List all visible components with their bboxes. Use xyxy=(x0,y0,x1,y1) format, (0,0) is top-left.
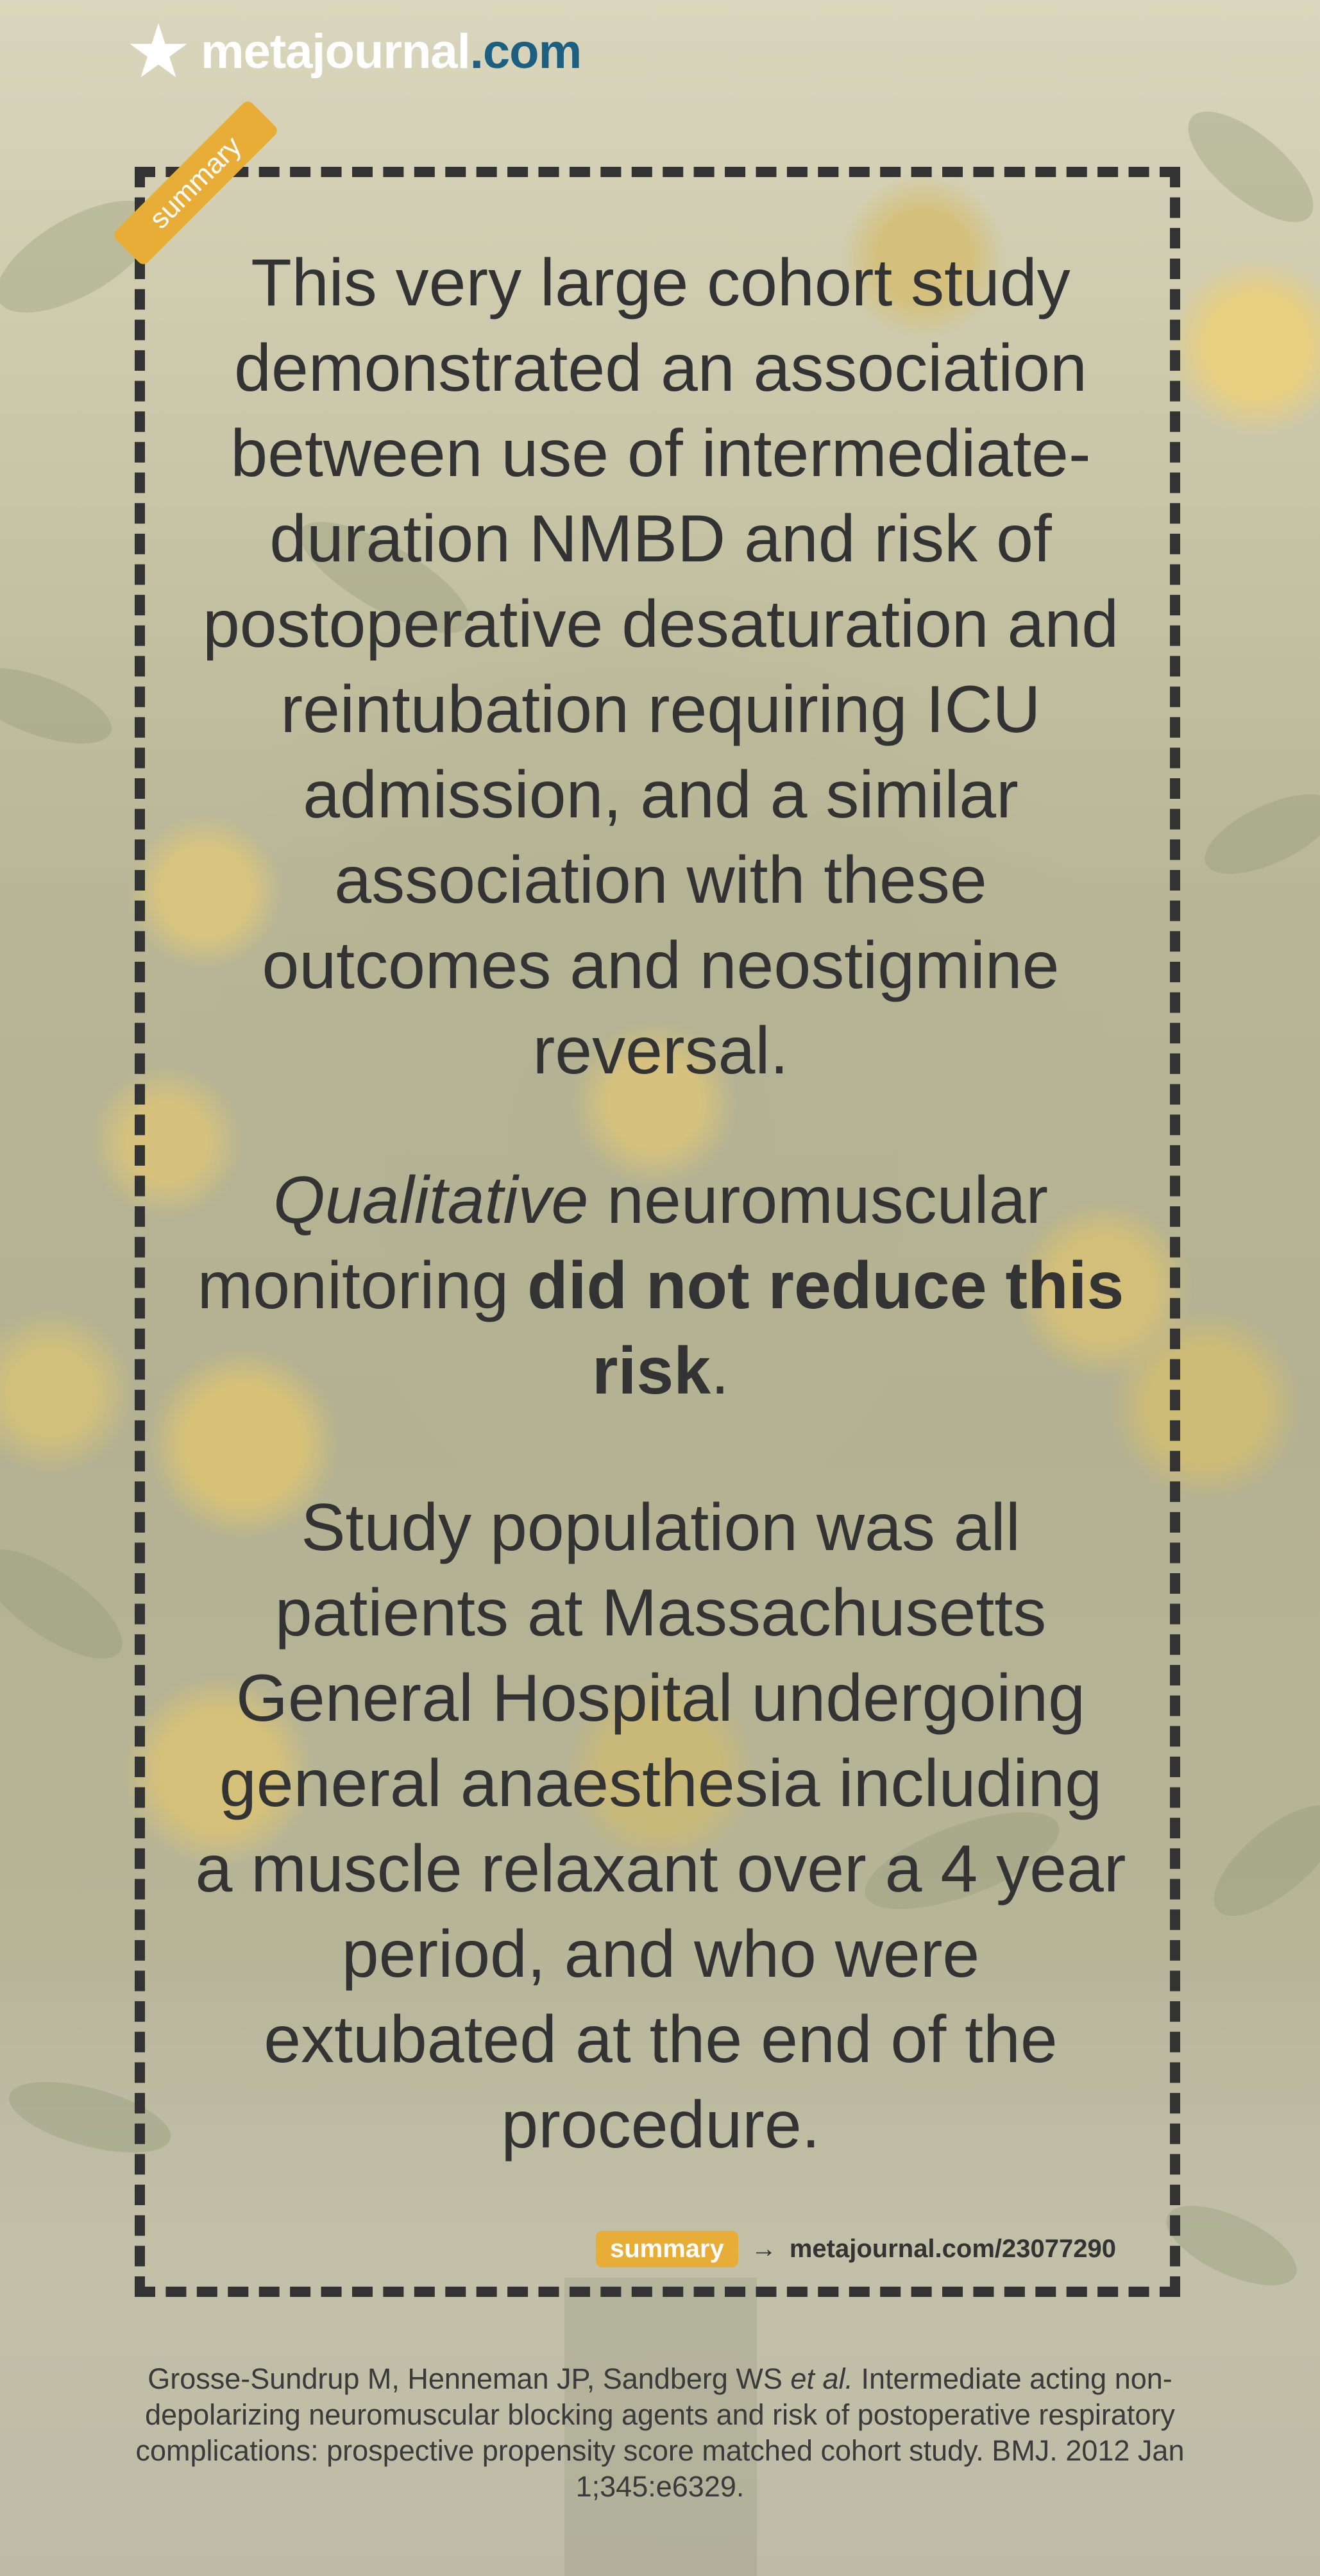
summary-link[interactable] xyxy=(596,2231,1116,2267)
citation-authors: Grosse-Sundrup M, Henneman JP, Sandberg WS xyxy=(148,2362,791,2395)
brand-domain: .com xyxy=(470,24,582,79)
citation xyxy=(83,2361,1237,2505)
summary-paragraph-2 xyxy=(192,1158,1129,1414)
plain-text: neuromuscular monitoring xyxy=(197,1163,1049,1323)
summary-url[interactable]: metajournal.com/23077290 xyxy=(789,2235,1116,2263)
star-icon: ★ xyxy=(125,10,192,93)
citation-details: Intermediate acting non-depolarizing neuromuscular blocking agents and risk of postoperative respiratory complications: prospective propensity score matched cohort study. BMJ. 2012 Jan 1;345:e6329. xyxy=(135,2362,1185,2503)
summary-paragraph-1: This very large cohort study demonstrated an association between use of intermediate-duration NMBD and risk of postoperative desaturation and reintubation requiring ICU admission, and a similar association with these outcomes and neostigmine reversal. xyxy=(202,246,1119,1088)
emphasis-text: did not reduce this risk xyxy=(527,1249,1124,1408)
brand-logo[interactable] xyxy=(125,10,582,93)
citation-etal: et al. xyxy=(790,2362,853,2395)
brand-name: metajournal xyxy=(201,24,470,79)
italic-text: Qualitative xyxy=(273,1163,589,1238)
arrow-icon: → xyxy=(750,2235,777,2263)
summary-pill[interactable]: summary xyxy=(596,2231,738,2267)
summary-ribbon: summary xyxy=(112,99,280,267)
period-text: . xyxy=(711,1334,729,1408)
summary-paragraph-3: Study population was all patients at Massachusetts General Hospital undergoing general anaesthesia including a muscle relaxant over a 4 year period, and who were extubated at the end of the procedure. xyxy=(195,1490,1126,2162)
